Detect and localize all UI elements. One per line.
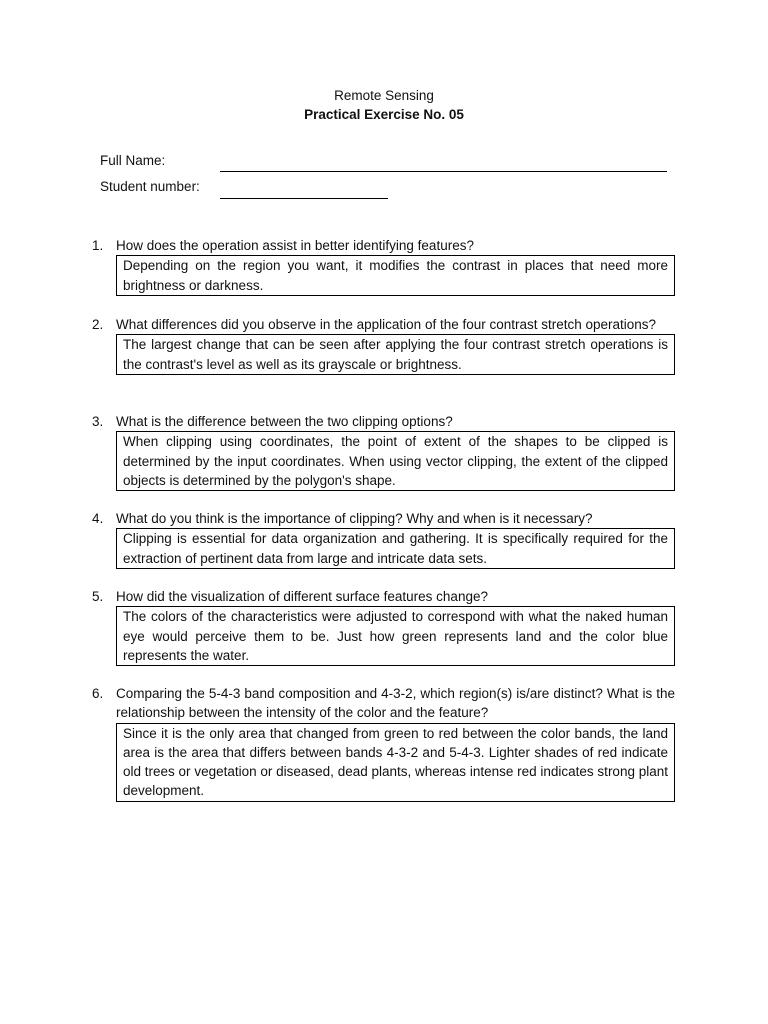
- question-text: How did the visualization of different surface features change?: [116, 589, 488, 604]
- student-number-line[interactable]: [220, 198, 388, 199]
- full-name-line[interactable]: [220, 171, 667, 172]
- question-block: [92, 684, 675, 802]
- answer-box: When clipping using coordinates, the point of extent of the shapes to be clipped is determined by the input coordinates. When using vector clipping, the extent of the clipped objects is determined by the polygon's shape.: [116, 431, 675, 491]
- full-name-label: Full Name:: [100, 153, 166, 168]
- question-text: What differences did you observe in the application of the four contrast stretch operations?: [116, 317, 657, 332]
- question-number: 2.: [92, 317, 104, 332]
- question-number: 3.: [92, 414, 104, 429]
- question-number: 4.: [92, 511, 104, 526]
- question-number: 6.: [92, 686, 104, 701]
- question-block: [92, 236, 675, 296]
- exercise-title: Practical Exercise No. 05: [304, 107, 464, 122]
- question-block: [92, 509, 675, 569]
- document-title: Remote Sensing: [334, 88, 434, 103]
- question-block: [92, 587, 675, 666]
- question-text: How does the operation assist in better identifying features?: [116, 238, 474, 253]
- question-text: What is the difference between the two clipping options?: [116, 414, 453, 429]
- question-number: 1.: [92, 238, 104, 253]
- question-text: Comparing the 5-4-3 band composition and 4-3-2, which region(s) is/are distinct? What is the relationship between the intensity of the color and the feature?: [116, 686, 675, 721]
- question-text: What do you think is the importance of clipping? Why and when is it necessary?: [116, 511, 593, 526]
- answer-box: Clipping is essential for data organization and gathering. It is specifically required for the extraction of pertinent data from large and intricate data sets.: [116, 528, 675, 569]
- question-block: [92, 412, 675, 491]
- answer-box: Depending on the region you want, it modifies the contrast in places that need more brightness or darkness.: [116, 255, 675, 296]
- answer-box: Since it is the only area that changed from green to red between the color bands, the land area is the area that differs between bands 4-3-2 and 5-4-3. Lighter shades of red indicate old trees or vegetation or diseased, dead plants, whereas intense red indicates strong plant development.: [116, 723, 675, 802]
- student-number-label: Student number:: [100, 179, 200, 194]
- question-block: [92, 315, 675, 375]
- question-number: 5.: [92, 589, 104, 604]
- answer-box: The largest change that can be seen after applying the four contrast stretch operations is the contrast's level as well as its grayscale or brightness.: [116, 334, 675, 375]
- answer-box: The colors of the characteristics were adjusted to correspond with what the naked human eye would perceive them to be. Just how green represents land and the color blue represents the water.: [116, 606, 675, 666]
